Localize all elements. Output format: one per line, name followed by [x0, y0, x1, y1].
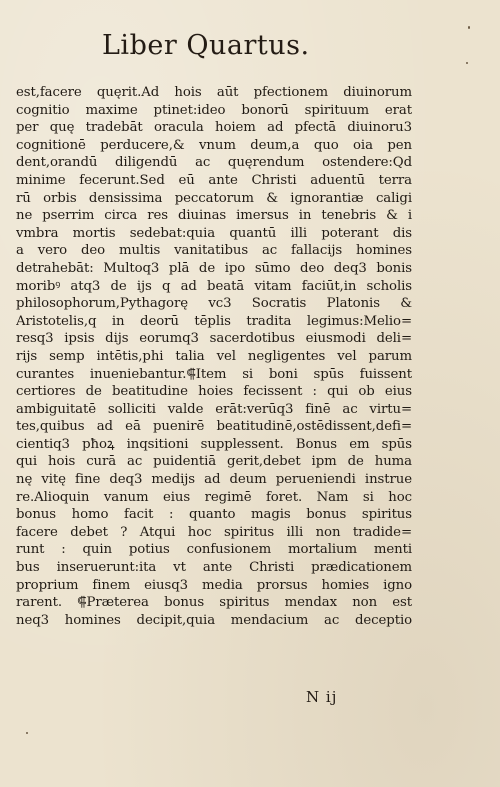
text-line: bonus homo facit : quanto magis bonus spiritus	[16, 507, 412, 523]
text-line: rijs semp intētis,phi talia vel negligentes vel parum	[16, 348, 412, 364]
text-line: cognitionē perducere,& vnum deum,a quo oia pen	[16, 137, 412, 153]
ink-speck	[466, 62, 468, 64]
text-line: bus inseruerunt:ita vt ante Christi prædicationem	[16, 560, 412, 576]
text-line: qui hois curā ac puidentiā gerit,debet ipm de huma	[16, 454, 412, 470]
text-line: neq3 homines decipit,quia mendacium ac deceptio	[16, 612, 412, 628]
text-line: detrahebāt: Multoq3 plā de ipo sūmo deo deq3 bonis	[16, 260, 412, 276]
text-line: rū orbis densissima peccatorum & ignorantiæ caligi	[16, 190, 412, 206]
text-line: est,facere quęrit.Ad hois aūt pfectionem diuinorum	[16, 85, 412, 100]
text-line: Aristotelis,q in deorū tēplis tradita legimus:Melio=	[16, 313, 412, 329]
text-line: runt : quin potius confusionem mortalium menti	[16, 542, 412, 558]
text-line: dent,orandū diligendū ac quęrendum ostendere:Qd	[16, 155, 412, 171]
ink-speck	[26, 732, 28, 734]
signature-mark: N ij	[306, 688, 338, 706]
text-line: tes,quibus ad eā puenirē beatitudinē,ostēdissent,defi=	[16, 419, 412, 435]
text-line: curantes inueniebantur.⸿Item si boni spūs fuissent	[16, 366, 412, 382]
text-line: vmbra mortis sedebat:quia quantū illi poterant dis	[16, 225, 412, 241]
text-line: philosophorum,Pythagorę vc3 Socratis Platonis &	[16, 296, 412, 312]
text-block	[16, 84, 412, 629]
text-line: per quę tradebāt oracula hoiem ad pfectā diuinoru3	[16, 120, 412, 136]
text-line: rarent. ⸿Præterea bonus spiritus mendax non est	[16, 595, 412, 611]
text-line: ne pserrim circa res diuinas imersus in tenebris & i	[16, 208, 412, 224]
text-line: certiores de beatitudine hoies fecissent : qui ob eius	[16, 384, 412, 400]
text-line: ambiguitatē solliciti valde erāt:verūq3 finē ac virtu=	[16, 401, 412, 417]
running-head: Liber Quartus.	[102, 30, 310, 61]
text-line: proprium finem eiusq3 media prorsus homies igno	[16, 577, 412, 593]
text-line: cientiq3 pħoꝝ inqsitioni supplessent. Bonus em spūs	[16, 436, 412, 452]
text-line: minime fecerunt.Sed eū ante Christi aduentū terra	[16, 172, 412, 188]
text-line: nę vitę fine deq3 medijs ad deum perueniendi instrue	[16, 472, 412, 488]
text-line: moribꝰ atq3 de ijs q ad beatā vitam faciūt,in scholis	[16, 278, 412, 294]
text-line: re.Alioquin vanum eius regimē foret. Nam si hoc	[16, 489, 412, 505]
text-line: cognitio maxime ptinet:ideo bonorū spirituum erat	[16, 102, 412, 118]
ink-speck	[468, 26, 470, 29]
text-line: facere debet ? Atqui hoc spiritus illi non tradide=	[16, 524, 412, 540]
text-line: a vero deo multis vanitatibus ac fallacijs homines	[16, 243, 412, 259]
text-line: resq3 ipsis dijs eorumq3 sacerdotibus eiusmodi deli=	[16, 331, 412, 347]
